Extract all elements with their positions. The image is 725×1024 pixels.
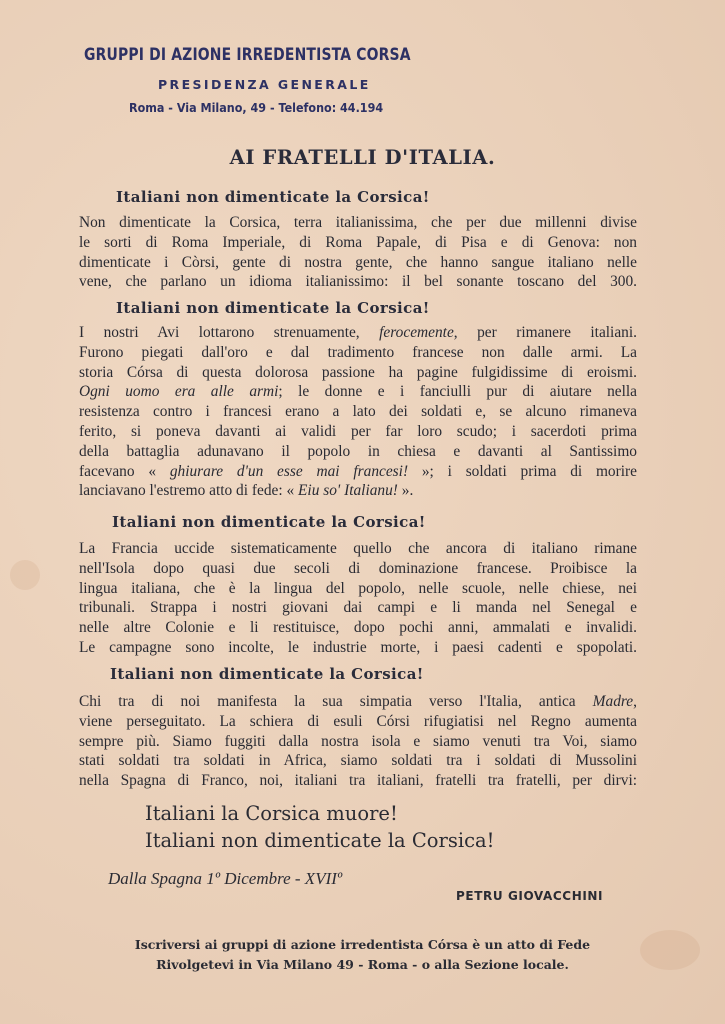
text-line: nelle altre Colonie e li restituisce, dopo pochi anni, ammalati e invalidi.: [79, 619, 637, 637]
text-line: della battaglia adunavano il popolo in chiesa e davanti al Santissimo: [79, 442, 637, 460]
section-heading: Italiani non dimenticate la Corsica!: [112, 513, 426, 531]
text-line: Ogni uomo era alle armi; le donne e i fanciulli pur di aiutare nella: [79, 383, 637, 401]
text-line: Non dimenticate la Corsica, terra italianissima, che per due millenni divise: [79, 214, 637, 231]
signature: PETRU GIOVACCHINI: [456, 889, 604, 903]
appeal-line: Italiani non dimenticate la Corsica!: [145, 829, 495, 852]
footer-line: Iscriversi ai gruppi di azione irredentista Córsa è un atto di Fede: [134, 937, 591, 952]
text-line: vene, che parlano un idioma italianissimo: il bel sonante toscano del 300.: [79, 273, 637, 291]
text-line: le sorti di Roma Imperiale, di Roma Papale, di Pisa e di Genova: non: [79, 233, 637, 251]
section-heading: Italiani non dimenticate la Corsica!: [116, 299, 430, 317]
presidency-label: PRESIDENZA GENERALE: [158, 77, 371, 92]
section-1-text: [79, 213, 637, 292]
text-line: nell'Isola dopo quasi due secoli di dominazione francese. Proibisce la: [79, 559, 637, 577]
section-2-text: [79, 323, 637, 501]
organization-address: Roma - Via Milano, 49 - Telefono: 44.194: [129, 101, 384, 115]
text-line: stati soldati tra soldati in Africa, siamo soldati tra i soldati di Mussolini: [79, 752, 637, 770]
text-line: Le campagne sono incolte, le industrie morte, i paesi cadenti e spopolati.: [79, 638, 637, 656]
section-heading: Italiani non dimenticate la Corsica!: [110, 665, 424, 683]
text-line: storia Córsa di questa dolorosa passione ha pagine fulgidissime di eroismi.: [79, 363, 637, 381]
text-line: Furono piegati dall'oro e dal tradimento francese non dalle armi. La: [79, 343, 637, 361]
text-line: lingua italiana, che è la lingua del popolo, nelle scuole, nelle chiese, nei: [79, 579, 637, 597]
text-line: La Francia uccide sistematicamente quello che ancora di italiano rimane: [79, 540, 637, 557]
section-4-text: [79, 692, 637, 791]
paper-stain: [10, 560, 40, 590]
text-line: resistenza contro i francesi erano a lato dei soldati e, se alcuno rimaneva: [79, 403, 637, 421]
page-title: AI FRATELLI D'ITALIA.: [229, 146, 496, 169]
text-line: I nostri Avi lottarono strenuamente, ferocemente, per rimanere italiani.: [79, 324, 637, 341]
text-line: viene perseguitato. La schiera di esuli Córsi rifugiatisi nel Regno aumenta: [79, 712, 637, 730]
text-line: tribunali. Strappa i nostri giovani dai campi e li manda nel Senegal e: [79, 599, 637, 617]
text-line: sempre più. Siamo fuggiti dalla nostra isola e siamo venuti tra Voi, siamo: [79, 732, 637, 750]
footer-line: Rivolgetevi in Via Milano 49 - Roma - o alla Sezione locale.: [156, 957, 569, 972]
text-line: ferito, si poneva davanti ai validi per far loro scudo; i sacerdoti prima: [79, 422, 637, 440]
organization-name: GRUPPI DI AZIONE IRREDENTISTA CORSA: [84, 45, 411, 65]
section-3-text: [79, 539, 637, 658]
date-line: Dalla Spagna 1º Dicembre - XVIIº: [108, 869, 343, 888]
section-heading: Italiani non dimenticate la Corsica!: [116, 188, 430, 206]
text-line: facevano « ghiurare d'un esse mai francesi! »; i soldati prima di morire: [79, 462, 637, 480]
text-line: dimenticate i Còrsi, gente di nostra gente, che hanno sangue italiano nelle: [79, 253, 637, 271]
text-line: nella Spagna di Franco, noi, italiani tra italiani, fratelli tra fratelli, per dirvi:: [79, 772, 637, 790]
appeal-line: Italiani la Corsica muore!: [145, 802, 398, 825]
text-line: lanciavano l'estremo atto di fede: « Eiu so' Italianu! ».: [79, 482, 414, 500]
text-line: Chi tra di noi manifesta la sua simpatia verso l'Italia, antica Madre,: [79, 693, 637, 710]
